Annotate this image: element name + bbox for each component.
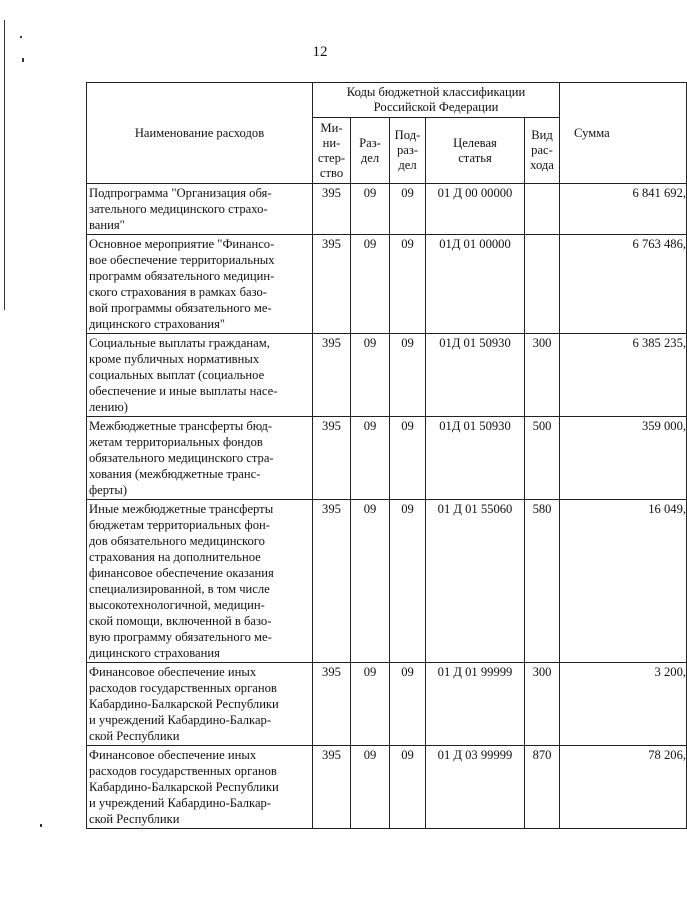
row-section: 09 — [351, 417, 390, 500]
header-target-article — [426, 118, 525, 184]
row-name — [87, 334, 313, 417]
row-section: 09 — [351, 746, 390, 829]
header-subsection — [390, 118, 426, 184]
header-codes-label: Коды бюджетной классификации Российской Федерации — [346, 85, 526, 114]
row-sum-value: 6 841 692, — [632, 186, 687, 200]
row-ministry: 395 — [313, 334, 351, 417]
row-target: 01Д 01 00000 — [426, 235, 525, 334]
row-sum — [560, 417, 687, 500]
row-subsection: 09 — [390, 235, 426, 334]
header-type-label: Вид рас- хода — [530, 128, 554, 172]
row-ministry: 395 — [313, 184, 351, 235]
header-expense-type — [525, 118, 560, 184]
table-row — [87, 334, 687, 417]
header-name — [87, 83, 313, 184]
row-target: 01 Д 01 55060 — [426, 500, 525, 663]
row-section: 09 — [351, 500, 390, 663]
row-name — [87, 500, 313, 663]
row-sum-value: 3 200, — [654, 665, 687, 679]
row-sum — [560, 184, 687, 235]
row-subsection: 09 — [390, 184, 426, 235]
row-ministry: 395 — [313, 235, 351, 334]
header-target-label: Целевая статья — [453, 135, 497, 165]
row-subsection: 09 — [390, 334, 426, 417]
row-target: 01Д 01 50930 — [426, 334, 525, 417]
scan-mark — [40, 824, 42, 827]
header-codes-group — [313, 83, 560, 118]
row-type: 500 — [525, 417, 560, 500]
row-sum-value: 6 763 486, — [632, 237, 687, 251]
row-sum — [560, 235, 687, 334]
row-subsection: 09 — [390, 746, 426, 829]
row-section: 09 — [351, 184, 390, 235]
row-target: 01 Д 00 00000 — [426, 184, 525, 235]
table-row — [87, 746, 687, 829]
row-ministry: 395 — [313, 746, 351, 829]
row-type: 300 — [525, 334, 560, 417]
budget-table — [86, 82, 687, 829]
row-name — [87, 235, 313, 334]
row-type — [525, 184, 560, 235]
row-sum-value: 78 206, — [648, 748, 687, 762]
row-type: 300 — [525, 663, 560, 746]
header-section-label: Раз- дел — [359, 135, 381, 165]
row-section: 09 — [351, 235, 390, 334]
row-sum — [560, 500, 687, 663]
row-ministry: 395 — [313, 417, 351, 500]
row-target: 01 Д 03 99999 — [426, 746, 525, 829]
row-type: 580 — [525, 500, 560, 663]
table-row — [87, 417, 687, 500]
row-name-text: Подпрограмма "Организация обя- зательного медицинского страхо- вания" — [89, 186, 272, 232]
row-section: 09 — [351, 334, 390, 417]
table-row — [87, 500, 687, 663]
row-name — [87, 663, 313, 746]
row-type: 870 — [525, 746, 560, 829]
row-name-text: Основное мероприятие "Финансо- вое обеспечение территориальных программ обязательного медицин- ского страхования в рамках базо- вой программы обязательного ме- дицинского страхования" — [89, 237, 275, 331]
row-name — [87, 184, 313, 235]
scan-mark — [4, 20, 5, 310]
header-section — [351, 118, 390, 184]
header-subsection-label: Под- раз- дел — [394, 128, 421, 172]
row-name-text: Финансовое обеспечение иных расходов государственных органов Кабардино-Балкарской Республики и учреждений Кабардино-Балкар- ской Республики — [89, 665, 279, 743]
table-row — [87, 184, 687, 235]
row-sum — [560, 663, 687, 746]
row-target: 01 Д 01 99999 — [426, 663, 525, 746]
row-sum — [560, 334, 687, 417]
header-sum — [560, 83, 687, 184]
row-name-text: Финансовое обеспечение иных расходов государственных органов Кабардино-Балкарской Республики и учреждений Кабардино-Балкар- ской Республики — [89, 748, 279, 826]
row-sum-value: 16 049, — [648, 502, 687, 516]
row-name-text: Межбюджетные трансферты бюд- жетам территориальных фондов обязательного медицинского стра- хования (межбюджетные транс- ферты) — [89, 419, 274, 497]
table-row — [87, 235, 687, 334]
row-subsection: 09 — [390, 417, 426, 500]
header-ministry — [313, 118, 351, 184]
row-section: 09 — [351, 663, 390, 746]
row-name-text: Иные межбюджетные трансферты бюджетам территориальных фон- дов обязательного медицинского страхования на дополнительное финансовое обеспечение оказания специализированной, в том числе высокотехнологичной, медицин- ской помощи, включенной в базо- вую программу обязательного ме- дицинского страхования — [89, 502, 274, 660]
row-sum-value: 359 000, — [641, 419, 687, 433]
row-subsection: 09 — [390, 500, 426, 663]
row-sum-value: 6 385 235, — [632, 336, 687, 350]
row-name — [87, 746, 313, 829]
page-number: 12 — [312, 44, 328, 60]
row-sum — [560, 746, 687, 829]
row-name — [87, 417, 313, 500]
header-ministry-label: Ми- ни- стер- ство — [317, 120, 346, 180]
row-ministry: 395 — [313, 500, 351, 663]
row-name-text: Социальные выплаты гражданам, кроме публичных нормативных социальных выплат (социальное обеспечение и иные выплаты насе- лению) — [89, 336, 278, 414]
row-subsection: 09 — [390, 663, 426, 746]
row-ministry: 395 — [313, 663, 351, 746]
header-sum-label: Сумма — [574, 125, 610, 140]
table-row — [87, 663, 687, 746]
row-target: 01Д 01 50930 — [426, 417, 525, 500]
scan-mark — [20, 36, 22, 38]
row-type — [525, 235, 560, 334]
header-name-label: Наименование расходов — [134, 125, 265, 140]
